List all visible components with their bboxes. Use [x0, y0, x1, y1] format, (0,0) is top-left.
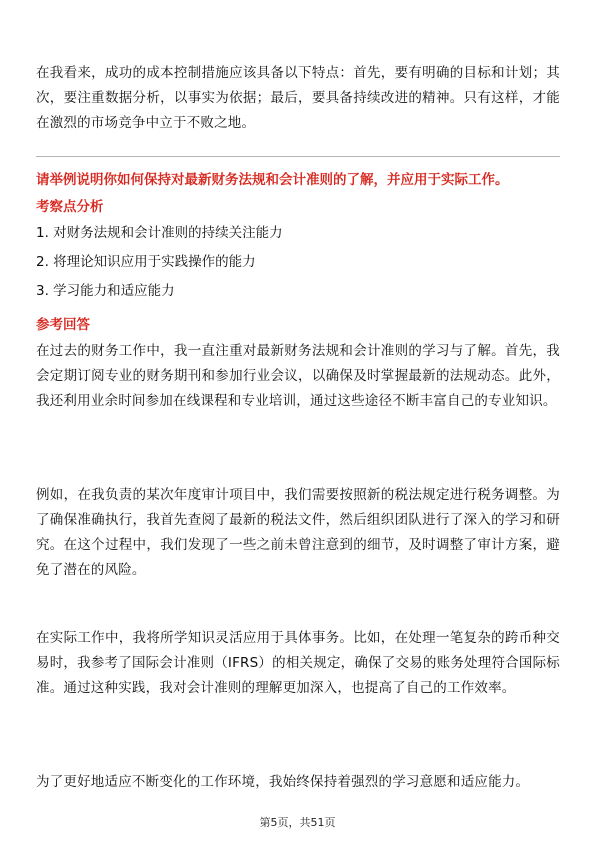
analysis-item-1: 1. 对财务法规和会计准则的持续关注能力 [36, 225, 283, 241]
answer-paragraph-1: 在过去的财务工作中，我一直注重对最新财务法规和会计准则的学习与了解。首先，我会定期订阅专业的财务期刊和参加行业会议，以确保及时掌握最新的法规动态。此外，我还利用业余时间参加在线课程和专业培训，通过这些途径不断丰富自己的专业知识。 [36, 343, 560, 409]
analysis-item-2: 2. 将理论知识应用于实践操作的能力 [36, 254, 256, 270]
answer-paragraph-3: 在实际工作中，我将所学知识灵活应用于具体事务。比如，在处理一笔复杂的跨币种交易时，我参考了国际会计准则（IFRS）的相关规定，确保了交易的账务处理符合国际标准。通过这种实践，我对会计准则的理解更加深入，也提高了自己的工作效率。 [36, 630, 560, 696]
analysis-title: 考察点分析 [36, 199, 104, 215]
section-divider [36, 156, 560, 157]
intro-paragraph: 在我看来，成功的成本控制措施应该具备以下特点：首先，要有明确的目标和计划；其次，要注重数据分析，以事实为依据；最后，要具备持续改进的精神。只有这样，才能在激烈的市场竞争中立于不败之地。 [36, 65, 560, 131]
question-heading: 请举例说明你如何保持对最新财务法规和会计准则的了解，并应用于实际工作。 [36, 172, 509, 188]
answer-paragraph-4: 为了更好地适应不断变化的工作环境，我始终保持着强烈的学习意愿和适应能力。 [36, 774, 530, 790]
answer-title: 参考回答 [36, 317, 90, 333]
analysis-item-3: 3. 学习能力和适应能力 [36, 283, 175, 299]
answer-paragraph-2: 例如，在我负责的某次年度审计项目中，我们需要按照新的税法规定进行税务调整。为了确保准确执行，我首先查阅了最新的税法文件，然后组织团队进行了深入的学习和研究。在这个过程中，我们发现了一些之前未曾注意到的细节，及时调整了审计方案，避免了潜在的风险。 [36, 487, 560, 578]
page-number-footer: 第5页，共51页 [259, 816, 336, 829]
